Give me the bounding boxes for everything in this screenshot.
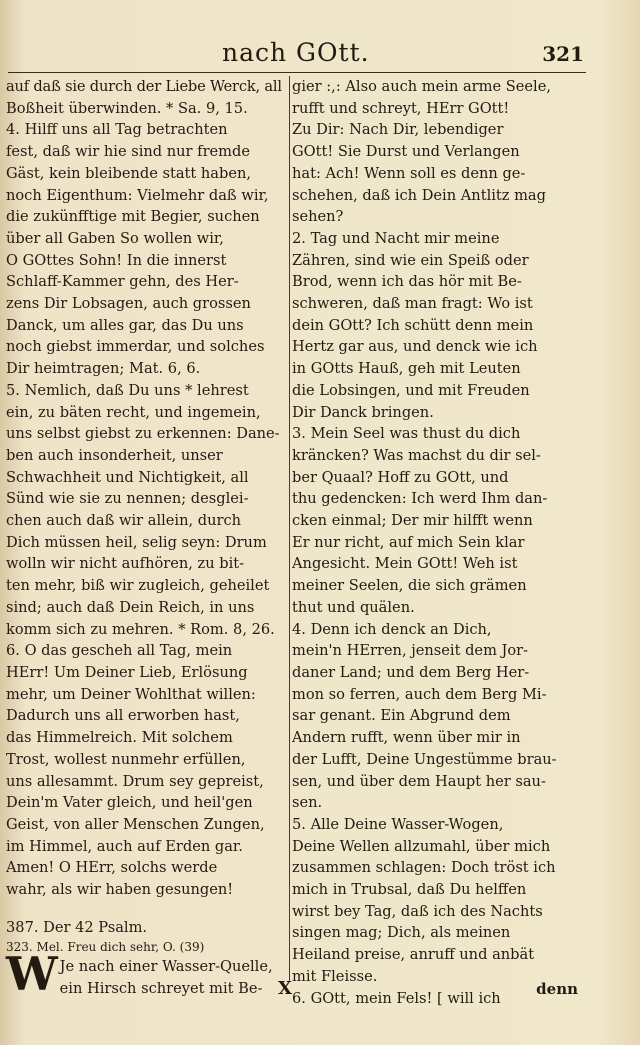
- running-head: [0, 38, 640, 72]
- text-line: zens Dir Lobsagen, auch grossen: [6, 295, 251, 313]
- dropcap-initial: W: [6, 947, 58, 1002]
- left-column-text: [6, 76, 282, 901]
- psalm-heading: 387. Der 42 Psalm.: [6, 918, 148, 936]
- text-line: 4. Hilff uns all Tag betrachten: [6, 121, 228, 139]
- text-line: Boßheit überwinden. * Sa. 9, 15.: [6, 99, 248, 117]
- text-line: mich in Trubsal, daß Du helffen: [292, 881, 527, 899]
- text-line: ben auch insonderheit, unser: [6, 446, 223, 464]
- text-line: 5. Nemlich, daß Du uns * lehrest: [6, 381, 249, 399]
- text-line: sen, und über dem Haupt her sau-: [292, 772, 546, 790]
- text-line: kräncken? Was machst du dir sel-: [292, 446, 541, 464]
- text-line: das Himmelreich. Mit solchem: [6, 729, 233, 747]
- text-line: O GOttes Sohn! In die innerst: [6, 251, 227, 269]
- text-line: sar genant. Ein Abgrund dem: [292, 707, 511, 725]
- text-line: der Lufft, Deine Ungestümme brau-: [292, 750, 557, 768]
- text-line: 6. O das gescheh all Tag, mein: [6, 642, 233, 660]
- text-line: noch giebst immerdar, und solches: [6, 338, 265, 356]
- text-line: Dadurch uns all erworben hast,: [6, 707, 240, 725]
- text-line: uns allesammt. Drum sey gepreist,: [6, 772, 264, 790]
- text-line: Deine Wellen allzumahl, über mich: [292, 837, 551, 855]
- text-line: Amen! O HErr, solchs werde: [6, 859, 218, 877]
- text-line: Heiland preise, anruff und anbät: [292, 946, 535, 964]
- text-line: Dir Danck bringen.: [292, 403, 434, 421]
- text-line: mein'n HErren, jenseit dem Jor-: [292, 642, 529, 660]
- text-line: Gäst, kein bleibende statt haben,: [6, 164, 252, 182]
- text-line: wolln wir nicht aufhören, zu bit-: [6, 555, 245, 573]
- text-line: 4. Denn ich denck an Dich,: [292, 620, 492, 638]
- text-line: wahr, als wir haben gesungen!: [6, 881, 234, 899]
- text-line: gier :,: Also auch mein arme Seele,: [292, 78, 551, 95]
- text-line: hat: Ach! Wenn soll es denn ge-: [292, 164, 526, 182]
- running-head-title: nach GOtt.: [222, 38, 370, 67]
- text-line: Danck, um alles gar, das Du uns: [6, 316, 244, 334]
- verse-line: ein Hirsch schreyet mit Be-: [59, 980, 263, 998]
- text-line: mit Fleisse.: [292, 967, 378, 985]
- text-line: mehr, um Deiner Wohlthat willen:: [6, 685, 256, 703]
- text-line: sind; auch daß Dein Reich, in uns: [6, 598, 255, 616]
- text-line: Hertz gar aus, und denck wie ich: [292, 338, 538, 356]
- text-line: GOtt! Sie Durst und Verlangen: [292, 143, 520, 161]
- column-divider: [289, 76, 290, 981]
- text-line: Dein'm Vater gleich, und heil'gen: [6, 794, 253, 812]
- text-line: daner Land; und dem Berg Her-: [292, 663, 530, 681]
- page-number: 321: [542, 42, 584, 66]
- text-line: noch Eigenthum: Vielmehr daß wir,: [6, 186, 269, 204]
- text-line: über all Gaben So wollen wir,: [6, 229, 224, 247]
- text-line: wirst bey Tag, daß ich des Nachts: [292, 902, 543, 920]
- text-line: auf daß sie durch der Liebe Werck, all: [6, 78, 282, 95]
- text-line: sen.: [292, 794, 323, 812]
- catchword: denn: [536, 980, 578, 998]
- text-line: singen mag; Dich, als meinen: [292, 924, 511, 942]
- text-line: Schlaff-Kammer gehn, des Her-: [6, 273, 239, 291]
- text-line: komm sich zu mehren. * Rom. 8, 26.: [6, 620, 275, 638]
- text-line: dein GOtt? Ich schütt denn mein: [292, 316, 534, 334]
- text-line: thu gedencken: Ich werd Ihm dan-: [292, 490, 548, 508]
- text-line: im Himmel, auch auf Erden gar.: [6, 837, 243, 855]
- text-line: meiner Seelen, die sich grämen: [292, 577, 527, 595]
- text-line: 5. Alle Deine Wasser-Wogen,: [292, 815, 504, 833]
- text-line: sehen?: [292, 208, 344, 226]
- text-line: fest, daß wir hie sind nur fremde: [6, 143, 250, 161]
- text-line: Zähren, sind wie ein Speiß oder: [292, 251, 529, 269]
- text-line: ten mehr, biß wir zugleich, geheilet: [6, 577, 270, 595]
- melody-line: 323. Mel. Freu dich sehr, O. (39): [6, 940, 205, 955]
- text-line: Zu Dir: Nach Dir, lebendiger: [292, 121, 504, 139]
- header-rule: [8, 72, 586, 73]
- text-line: Dir heimtragen; Mat. 6, 6.: [6, 360, 201, 378]
- text-line: Trost, wollest nunmehr erfüllen,: [6, 750, 246, 768]
- text-line: in GOtts Hauß, geh mit Leuten: [292, 360, 521, 378]
- text-line: Schwachheit und Nichtigkeit, all: [6, 468, 249, 486]
- text-line: schweren, daß man fragt: Wo ist: [292, 295, 533, 313]
- text-line: cken einmal; Der mir hilfft wenn: [292, 512, 533, 530]
- signature-mark: X: [278, 978, 292, 999]
- text-line: Sünd wie sie zu nennen; desglei-: [6, 490, 249, 508]
- text-line: uns selbst giebst zu erkennen: Dane-: [6, 425, 280, 443]
- text-line: 6. GOtt, mein Fels! [ will ich: [292, 989, 501, 1007]
- text-line: zusammen schlagen: Doch tröst ich: [292, 859, 556, 877]
- text-line: Angesicht. Mein GOtt! Weh ist: [292, 555, 518, 573]
- text-line: ber Quaal? Hoff zu GOtt, und: [292, 468, 509, 486]
- text-line: 2. Tag und Nacht mir meine: [292, 229, 500, 247]
- text-line: chen auch daß wir allein, durch: [6, 512, 242, 530]
- text-line: die Lobsingen, und mit Freuden: [292, 381, 530, 399]
- text-line: Andern rufft, wenn über mir in: [292, 729, 521, 747]
- text-line: die zukünfftige mit Begier, suchen: [6, 208, 260, 226]
- text-line: Brod, wenn ich das hör mit Be-: [292, 273, 522, 291]
- left-column: [6, 76, 282, 1000]
- text-line: Dich müssen heil, selig seyn: Drum: [6, 533, 267, 551]
- right-column: [292, 76, 582, 1009]
- text-line: HErr! Um Deiner Lieb, Erlösung: [6, 663, 248, 681]
- verse-line: Je nach einer Wasser-Quelle,: [59, 958, 273, 976]
- text-line: thut und quälen.: [292, 598, 415, 616]
- text-line: rufft und schreyt, HErr GOtt!: [292, 99, 510, 117]
- text-line: Geist, von aller Menschen Zungen,: [6, 815, 265, 833]
- text-line: 3. Mein Seel was thust du dich: [292, 425, 521, 443]
- text-line: ein, zu bäten recht, und ingemein,: [6, 403, 261, 421]
- text-line: mon so ferren, auch dem Berg Mi-: [292, 685, 547, 703]
- text-line: Er nur richt, auf mich Sein klar: [292, 533, 525, 551]
- text-line: schehen, daß ich Dein Antlitz mag: [292, 186, 546, 204]
- right-column-text: [292, 76, 582, 1009]
